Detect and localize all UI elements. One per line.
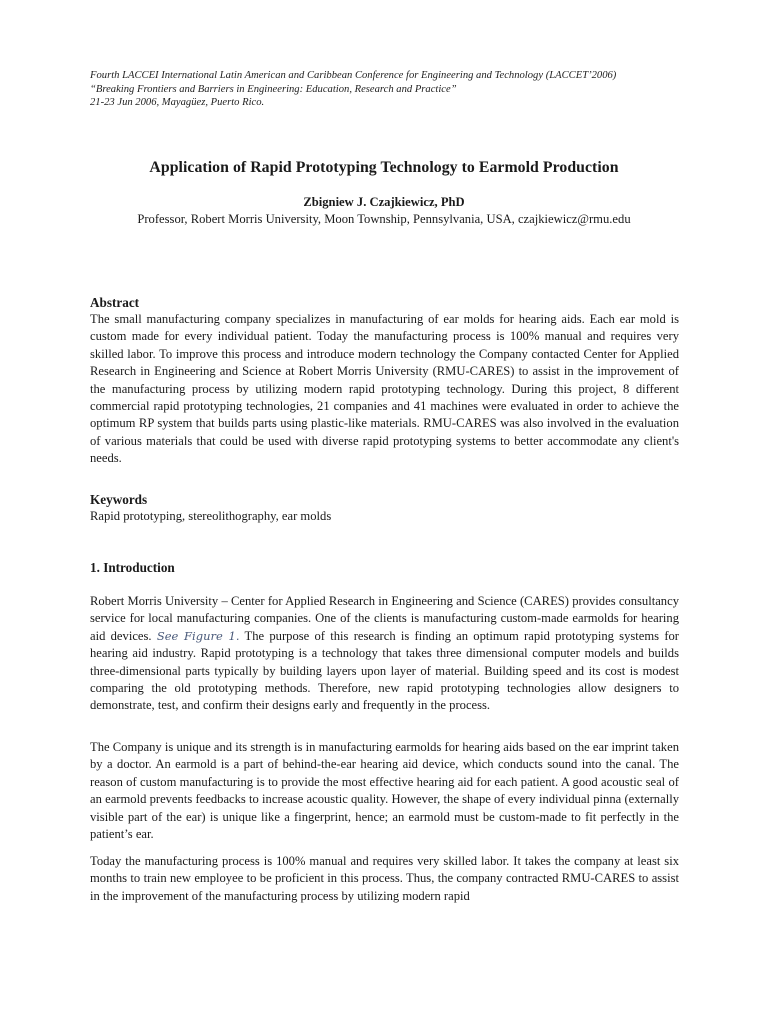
conference-header xyxy=(90,69,690,110)
conference-name: Fourth LACCEI International Latin American and Caribbean Conference for Engineering and Technology (LACCET’2006) xyxy=(90,70,617,81)
introduction-heading: 1. Introduction xyxy=(90,560,175,575)
author-name: Zbigniew J. Czajkiewicz, PhD xyxy=(303,195,465,209)
intro-paragraph-1 xyxy=(90,593,679,715)
intro-paragraph-2-text: The Company is unique and its strength is in manufacturing earmolds for hearing aids based on the ear imprint taken by a doctor. An earmold is a part of behind-the-ear hearing aid device, which conducts sound into the canal. The reason of custom manufacturing is to provide the most effective hearing aid for each patient. A good acoustic seal of an earmold prevents feedbacks to increase acoustic quality. However, the shape of every individual pinna (externally visible part of the ear) is unique like a fingerprint, hence; an earmold must be custom-made to fit perfectly in the patient’s ear. xyxy=(90,740,679,842)
intro-paragraph-3 xyxy=(90,853,679,905)
intro-paragraph-1-text xyxy=(90,593,679,715)
abstract-text: The small manufacturing company specializes in manufacturing of ear molds for hearing aids. Each ear mold is custom made for every individual patient. Today the manufacturing process is 100% manual and requires very skilled labor. To improve this process and introduce modern technology the Company contacted Center for Applied Research in Engineering and Science at Robert Morris University (RMU-CARES) to assist in the improvement of the manufacturing process by utilizing modern rapid prototyping technology. During this project, 8 different commercial rapid prototyping technologies, 21 companies and 41 machines were evaluated in order to achieve the optimum RP system that builds parts using plastic-like materials. RMU-CARES was also involved in the evaluation of various materials that could be used with diverse rapid prototyping systems to better accommodate any client's needs. xyxy=(90,312,679,466)
intro-p1-end: The purpose of this research is finding an optimum rapid prototyping systems for hearing aid industry. Rapid prototyping is a technology that takes three dimensional computer models and builds three-dimensional parts typically by building layers upon layer of material. Building speed and its cost is modest comparing the old prototyping methods. Therefore, new rapid prototyping technologies allow designers to demonstrate, test, and confirm their designs early and frequently in the process. xyxy=(90,628,680,713)
conference-date-location: 21-23 Jun 2006, Mayagüez, Puerto Rico. xyxy=(90,97,265,109)
introduction-section xyxy=(90,559,679,576)
figure-1-reference-link[interactable]: See Figure 1. xyxy=(156,628,240,643)
keywords-section xyxy=(90,491,679,525)
keywords-text: Rapid prototyping, stereolithography, ear molds xyxy=(90,509,332,523)
intro-paragraph-2 xyxy=(90,739,679,843)
intro-paragraph-3-text: Today the manufacturing process is 100% manual and requires very skilled labor. It takes the company at least six months to train new employee to be proficient in this process. Thus, the company contracted RMU-CARES to assist in the improvement of the manufacturing process by utilizing modern rapid xyxy=(90,854,679,903)
abstract-heading: Abstract xyxy=(90,295,140,310)
keywords-heading: Keywords xyxy=(90,492,148,507)
abstract-section xyxy=(90,294,679,468)
author-affiliation: Professor, Robert Morris University, Moon Township, Pennsylvania, USA, czajkiewicz@rmu.edu xyxy=(137,212,631,226)
conference-theme: “Breaking Frontiers and Barriers in Engineering: Education, Research and Practice” xyxy=(90,83,457,95)
paper-title: Application of Rapid Prototyping Technology to Earmold Production xyxy=(149,159,619,176)
intro-p1-start: Robert Morris University – Center for Applied Research in Engineering and Science (CARES) provides consultancy service for local manufacturing companies. One of the clients is manufacturing custom-made earmolds for hearing aid devices. xyxy=(90,594,679,643)
